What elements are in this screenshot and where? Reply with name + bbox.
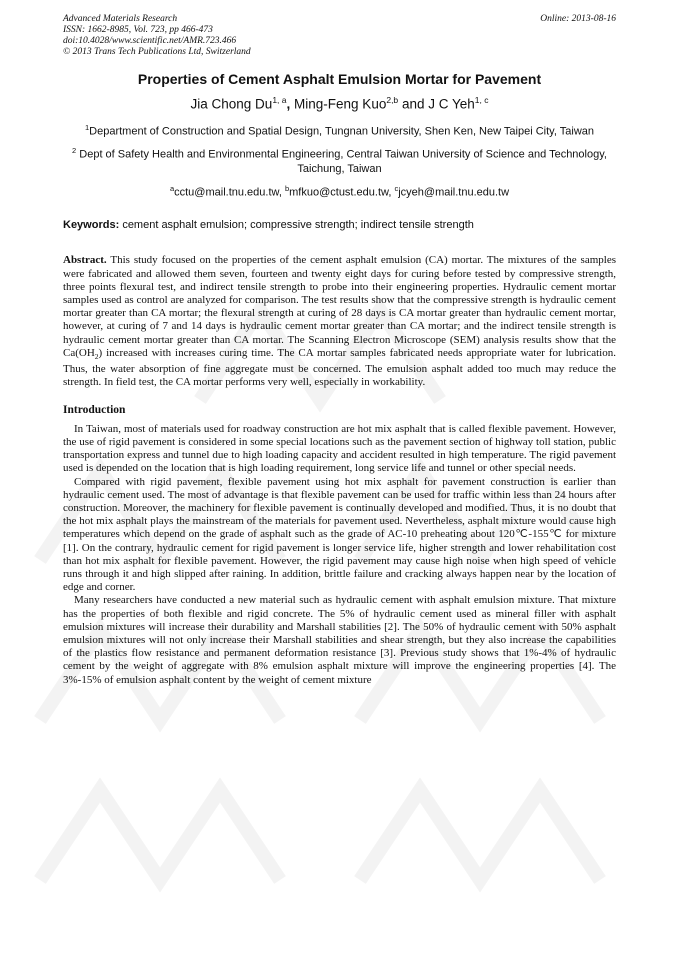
intro-paragraph-1: In Taiwan, most of materials used for roadway construction are hot mix asphalt that is called flexible pavement. However, the use of rigid pavement is considered in some special locations such as the pavement section of highway toll station, public transportation express and tunnel due to high loading capacity and accident resulted in high temperature. The rigid pavement used is depended on the location that is high loading requirement, long service life and tunnel or other special needs. [63,422,616,475]
paper-page [63,14,616,687]
issn-line: ISSN: 1662-8985, Vol. 723, pp 466-473 [63,25,213,35]
paper-title: Properties of Cement Asphalt Emulsion Mortar for Pavement [137,71,542,87]
journal-name: Advanced Materials Research [63,14,178,24]
affiliation-text: Department of Construction and Spatial Design, Tungnan University, Shen Ken, New Taipei City, Taiwan [89,125,595,138]
email-superscript: b [284,183,290,193]
author-superscript: 2,b [386,95,399,105]
author-superscript: 1, c [474,95,489,105]
email-superscript: a [169,183,175,193]
affiliation-text: Dept of Safety Health and Environmental Engineering, Central Taiwan University of Science and Technology, Taichung, Taiwan [79,148,607,175]
keywords [63,218,616,232]
intro-paragraph-3: Many researchers have conducted a new material such as hydraulic cement with asphalt emulsion mixture. That mixture has the properties of both flexible and rigid concrete. The 5% of hydraulic cement used as mineral filler with asphalt emulsion mixtures will increase their durability and Marshall stabilities [2]. The 50% of hydraulic cement with 50% asphalt emulsion mixtures will not only increase their Marshall stabilities and shear strength, but they also increase the capabilities of the plastics flow resistance and permanent deformation resistance [3]. Previous study shows that 1%-4% of hydraulic cement by the weight of aggregate with 8% emulsion asphalt mixture will improve the engineering properties [4]. The 3%-15% of emulsion asphalt content by the weight of cement mixture [63,594,616,686]
author-superscript: 1, a [272,95,287,105]
abstract-subscript: 2 [94,352,99,362]
abstract [63,254,616,389]
affiliation-superscript: 1 [84,122,90,132]
online-date: Online: 2013-08-16 [540,14,616,24]
email-address[interactable]: jcyeh@mail.tnu.edu.tw [398,186,510,199]
keywords-text: cement asphalt emulsion; compressive strength; indirect tensile strength [122,219,474,232]
author-emails [63,182,616,200]
abstract-label: Abstract. [63,254,107,267]
email-address[interactable]: cctu@mail.tnu.edu.tw, [174,186,282,199]
journal-header [63,14,616,58]
abstract-text-continued: ) increased with increases curing time. The CA mortar samples fabricated needs appropriate water for lubrication. Thus, the water absorption of fine aggregate must be concerned. The emulsion asphalt added too much may reduce the strength. In field test, the CA mortar performs very well, especially in workability. [63,346,616,389]
author-name: Jia Chong Du [190,96,273,112]
email-superscript: c [394,183,399,193]
author-conjunction: and [401,96,425,112]
author-name: J C Yeh [428,96,475,112]
copyright-line: © 2013 Trans Tech Publications Ltd, Switzerland [63,47,251,57]
intro-paragraph-2: Compared with rigid pavement, flexible pavement using hot mix asphalt for pavement construction is earlier than hydraulic cement used. The most of advantage is that flexible pavement can be used for traffic within less than 24 hours after construction. Moreover, the machinery for flexible pavement is continually developed and modified. Thus, it is no doubt that the hot mix asphalt plays the mainstream of the materials for pavement used. Nevertheless, asphalt mixture would cause high temperatures which depend on the grade of asphalt such as the grade of AC-10 preheating about 120℃-155℃ for mixture [1]. On the contrary, hydraulic cement for rigid pavement is longer service life, higher strength and lower rehabilitation cost than hot mix asphalt for flexible pavement. However, the rigid pavement may cause high noise when high speed of vehicle runs through it and high slipped after raining. In addition, brittle failure and cracking always happen near by the location of edge and corner. [63,475,616,594]
affiliation-2 [63,144,616,176]
abstract-text: This study focused on the properties of the cement asphalt emulsion (CA) mortar. The mixtures of the samples were fabricated and allowed them seven, fourteen and twenty eight days for curing before tested by compressive strength, three points flexural test, and indirect tensile strength to probe into their engineering properties. Hydraulic cement mortar samples used as control are analyzed for comparison. The test results show that the compressive strength is hydraulic cement mortar greater than CA mortar; the flexural strength at curing of 28 days is CA mortar greater than hydraulic cement mortar, however, at curing of 7 and 14 days is hydraulic cement mortar greater than CA mortar; and the indirect tensile strength is hydraulic cement mortar greater than CA mortar. The Scanning Electron Microscope (SEM) analysis results show that the Ca(OH [63,254,616,359]
author-name: Ming-Feng Kuo [294,96,387,112]
affiliation-superscript: 2 [72,146,77,156]
email-address[interactable]: mfkuo@ctust.edu.tw, [289,186,392,199]
affiliation-1 [63,121,616,139]
keywords-label: Keywords: [63,219,120,232]
journal-info [63,14,251,58]
author-list: Jia Chong Du$^{1, a}$, Ming-Feng Kuo$^{2,b}$ and J C Yeh$^{1, c}$ [190,95,489,112]
section-heading: Introduction [63,403,126,416]
doi-line: doi:10.4028/www.scientific.net/AMR.723.466 [63,36,237,46]
